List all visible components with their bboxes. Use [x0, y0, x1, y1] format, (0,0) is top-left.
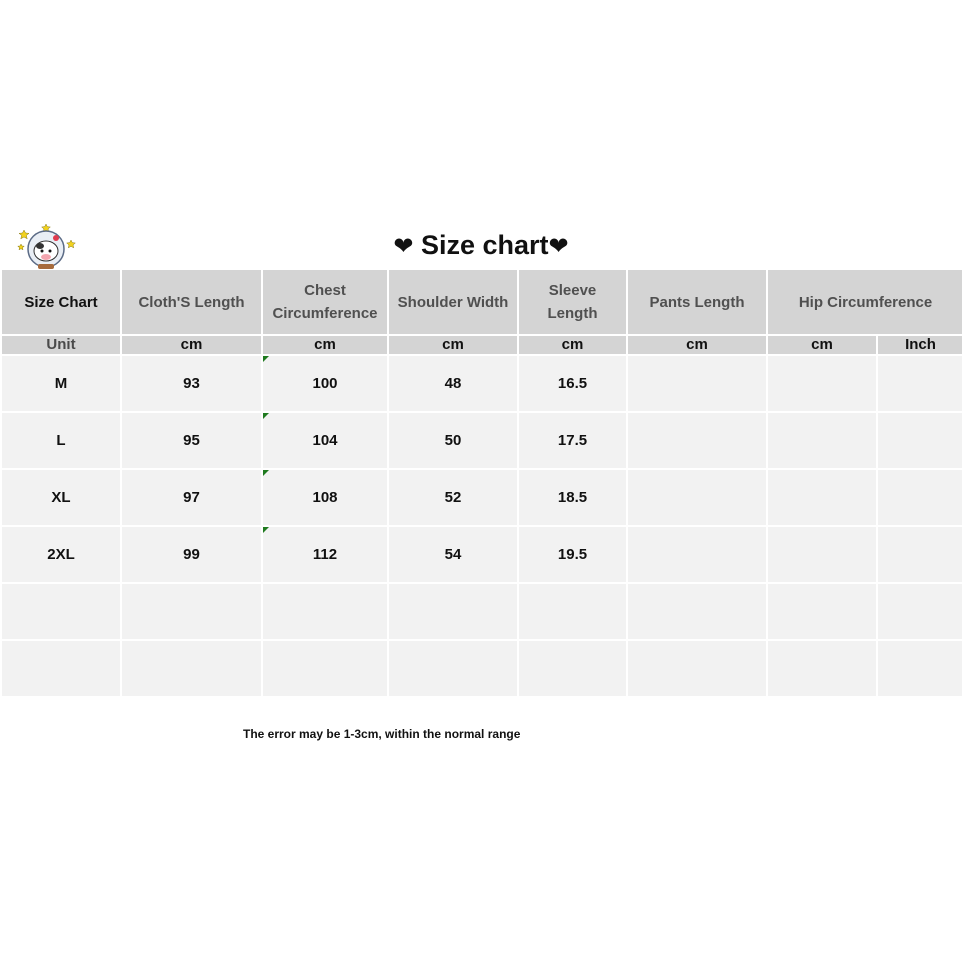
hip-cm-cell: [768, 413, 876, 468]
page-title-text: Size chart: [420, 230, 549, 260]
length-cell: 99: [122, 527, 261, 582]
empty-cell: [263, 641, 387, 696]
chest-value: 100: [312, 375, 338, 392]
empty-cell: [519, 584, 626, 639]
unit-cell: cm: [519, 336, 626, 354]
hip-inch-cell: [878, 470, 962, 525]
header-size-chart: Size Chart: [2, 270, 120, 334]
error-note: The error may be 1-3cm, within the normal range: [243, 727, 521, 741]
comment-marker: [263, 356, 269, 362]
empty-cell: [878, 641, 962, 696]
unit-cell: cm: [768, 336, 876, 354]
hip-cm-cell: [768, 356, 876, 411]
heart-icon: ❤: [393, 233, 414, 260]
empty-cell: [2, 584, 120, 639]
comment-marker: [263, 413, 269, 419]
sleeve-cell: 17.5: [519, 413, 626, 468]
hip-inch-cell: [878, 356, 962, 411]
size-cell: L: [2, 413, 120, 468]
unit-cell: cm: [122, 336, 261, 354]
header-shoulder-width: Shoulder Width: [389, 270, 517, 334]
header-pants-length: Pants Length: [628, 270, 766, 334]
length-cell: 95: [122, 413, 261, 468]
pants-cell: [628, 413, 766, 468]
shoulder-cell: 48: [389, 356, 517, 411]
sleeve-cell: 18.5: [519, 470, 626, 525]
empty-cell: [389, 584, 517, 639]
chest-cell: [263, 413, 387, 468]
empty-cell: [768, 584, 876, 639]
chest-cell: [263, 356, 387, 411]
unit-cell: cm: [628, 336, 766, 354]
unit-cell: cm: [263, 336, 387, 354]
unit-label: Unit: [2, 336, 120, 354]
pants-cell: [628, 527, 766, 582]
sleeve-cell: 16.5: [519, 356, 626, 411]
comment-marker: [263, 527, 269, 533]
pants-cell: [628, 470, 766, 525]
empty-cell: [878, 584, 962, 639]
header-chest-circumference: Chest Circumference: [263, 270, 387, 334]
empty-cell: [263, 584, 387, 639]
sleeve-cell: 19.5: [519, 527, 626, 582]
heart-icon: ❤: [548, 233, 569, 260]
unit-cell: Inch: [878, 336, 962, 354]
chest-value: 112: [312, 546, 338, 563]
empty-cell: [122, 641, 261, 696]
empty-cell: [389, 641, 517, 696]
header-hip-circumference: Hip Circumference: [768, 270, 962, 334]
size-cell: M: [2, 356, 120, 411]
length-cell: 97: [122, 470, 261, 525]
empty-cell: [122, 584, 261, 639]
empty-cell: [628, 641, 766, 696]
hip-cm-cell: [768, 527, 876, 582]
size-cell: XL: [2, 470, 120, 525]
unit-cell: cm: [389, 336, 517, 354]
chest-value: 108: [312, 489, 338, 506]
chest-cell: [263, 470, 387, 525]
empty-cell: [519, 641, 626, 696]
chest-value: 104: [312, 432, 338, 449]
hip-cm-cell: [768, 470, 876, 525]
length-cell: 93: [122, 356, 261, 411]
shoulder-cell: 52: [389, 470, 517, 525]
empty-cell: [2, 641, 120, 696]
header-sleeve-length: Sleeve Length: [519, 270, 626, 334]
empty-cell: [768, 641, 876, 696]
empty-cell: [628, 584, 766, 639]
shoulder-cell: 50: [389, 413, 517, 468]
hip-inch-cell: [878, 527, 962, 582]
header-cloth-length: Cloth'S Length: [122, 270, 261, 334]
hip-inch-cell: [878, 413, 962, 468]
shoulder-cell: 54: [389, 527, 517, 582]
size-cell: 2XL: [2, 527, 120, 582]
comment-marker: [263, 470, 269, 476]
page-title: [0, 228, 962, 264]
pants-cell: [628, 356, 766, 411]
chest-cell: [263, 527, 387, 582]
size-table: [2, 270, 955, 692]
